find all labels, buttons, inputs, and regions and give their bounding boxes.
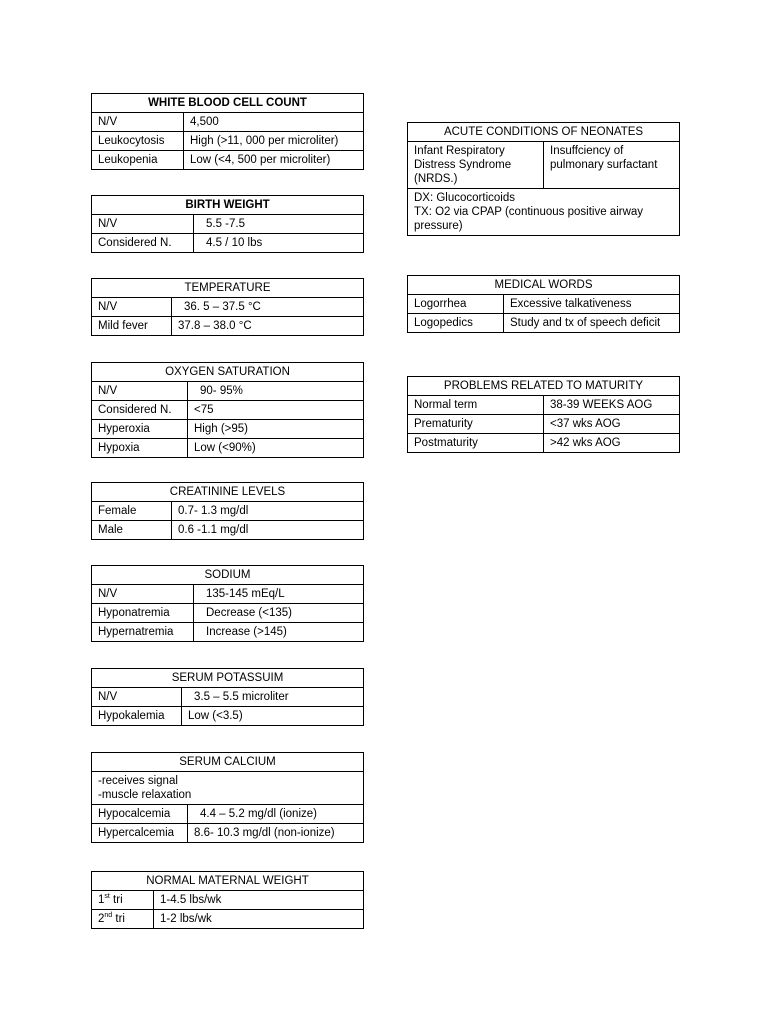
condition-cause: Insuffciency of pulmonary surfactant (544, 142, 680, 189)
treatment-cell (408, 189, 680, 236)
table-row (408, 415, 680, 434)
table-row (408, 434, 680, 453)
row-value: Study and tx of speech deficit (504, 314, 680, 333)
potassium-title: SERUM POTASSUIM (92, 669, 364, 688)
row-label: Considered N. (92, 234, 194, 253)
table-row (408, 142, 680, 189)
sodium-title: SODIUM (92, 566, 364, 585)
medical-words-title: MEDICAL WORDS (408, 276, 680, 295)
row-label: N/V (92, 585, 194, 604)
table-row (408, 189, 680, 236)
table-row (92, 585, 364, 604)
table-row (408, 295, 680, 314)
medical-words-table (407, 275, 680, 333)
row-value: High (>11, 000 per microliter) (184, 132, 364, 151)
maturity-table (407, 376, 680, 453)
row-value: 90- 95% (188, 382, 364, 401)
table-row (92, 234, 364, 253)
table-row (92, 420, 364, 439)
row-label: Leukopenia (92, 151, 184, 170)
row-label: N/V (92, 298, 172, 317)
row-value: 5.5 -7.5 (194, 215, 364, 234)
calcium-note: -muscle relaxation (98, 789, 192, 801)
calcium-notes-row (92, 772, 364, 805)
row-value: Increase (>145) (194, 623, 364, 642)
diagnosis-text: DX: Glucocorticoids (414, 192, 515, 204)
table-row (92, 401, 364, 420)
wbc-table (91, 93, 364, 170)
table-row (92, 707, 364, 726)
row-value: 1-4.5 lbs/wk (154, 891, 364, 910)
table-row (408, 396, 680, 415)
table-row (92, 891, 364, 910)
calcium-note: -receives signal (98, 775, 178, 787)
table-row (92, 688, 364, 707)
row-label: Hyponatremia (92, 604, 194, 623)
row-value: Excessive talkativeness (504, 295, 680, 314)
row-label: Male (92, 521, 172, 540)
table-row (92, 151, 364, 170)
table-row (92, 824, 364, 843)
row-label: Hypoxia (92, 439, 188, 458)
calcium-title: SERUM CALCIUM (92, 753, 364, 772)
row-label: Considered N. (92, 401, 188, 420)
maturity-title: PROBLEMS RELATED TO MATURITY (408, 377, 680, 396)
row-label: Logopedics (408, 314, 504, 333)
row-label: Hypercalcemia (92, 824, 188, 843)
table-row (408, 314, 680, 333)
table-row (92, 132, 364, 151)
table-row (92, 502, 364, 521)
row-value: Low (<3.5) (182, 707, 364, 726)
row-label (92, 910, 154, 929)
row-label: Mild fever (92, 317, 172, 336)
row-value: Low (<4, 500 per microliter) (184, 151, 364, 170)
row-label: Prematurity (408, 415, 544, 434)
row-value: Decrease (<135) (194, 604, 364, 623)
table-row (92, 623, 364, 642)
table-row (92, 604, 364, 623)
row-label: N/V (92, 113, 184, 132)
row-label: N/V (92, 215, 194, 234)
ordinal-suffix: st (104, 893, 110, 901)
row-label (92, 891, 154, 910)
row-label: Normal term (408, 396, 544, 415)
row-value: >42 wks AOG (544, 434, 680, 453)
row-value: Low (<90%) (188, 439, 364, 458)
birth-weight-title: BIRTH WEIGHT (92, 196, 364, 215)
row-value: 36. 5 – 37.5 °C (172, 298, 364, 317)
row-label: Leukocytosis (92, 132, 184, 151)
trimester-number: 2 (98, 913, 105, 925)
trimester-label: tri (112, 913, 125, 925)
row-value: 1-2 lbs/wk (154, 910, 364, 929)
ordinal-suffix: nd (104, 912, 113, 920)
row-value: 0.7- 1.3 mg/dl (172, 502, 364, 521)
row-value: <75 (188, 401, 364, 420)
row-label: Hypokalemia (92, 707, 182, 726)
table-row (92, 298, 364, 317)
temperature-table (91, 278, 364, 336)
row-label: Female (92, 502, 172, 521)
table-row (92, 439, 364, 458)
row-value: 135-145 mEq/L (194, 585, 364, 604)
trimester-number: 1 (98, 894, 105, 906)
row-value: 0.6 -1.1 mg/dl (172, 521, 364, 540)
row-value: 4.5 / 10 lbs (194, 234, 364, 253)
row-label: N/V (92, 688, 182, 707)
row-value: 4.4 – 5.2 mg/dl (ionize) (188, 805, 364, 824)
birth-weight-table (91, 195, 364, 253)
row-label: Logorrhea (408, 295, 504, 314)
neonates-title: ACUTE CONDITIONS OF NEONATES (408, 123, 680, 142)
row-value: 37.8 – 38.0 °C (172, 317, 364, 336)
wbc-title: WHITE BLOOD CELL COUNT (92, 94, 364, 113)
table-row (92, 521, 364, 540)
row-label: Hypocalcemia (92, 805, 188, 824)
table-row (92, 215, 364, 234)
row-label: Hypernatremia (92, 623, 194, 642)
table-row (92, 382, 364, 401)
trimester-label: tri (109, 894, 123, 906)
table-row (92, 910, 364, 929)
maternal-weight-table (91, 871, 364, 929)
treatment-text: TX: O2 via CPAP (continuous positive airway pressure) (414, 206, 644, 232)
potassium-table (91, 668, 364, 726)
row-value: <37 wks AOG (544, 415, 680, 434)
calcium-table (91, 752, 364, 843)
row-value: High (>95) (188, 420, 364, 439)
oxygen-title: OXYGEN SATURATION (92, 363, 364, 382)
maternal-weight-title: NORMAL MATERNAL WEIGHT (92, 872, 364, 891)
table-row (92, 317, 364, 336)
row-label: Postmaturity (408, 434, 544, 453)
row-label: N/V (92, 382, 188, 401)
calcium-notes (92, 772, 364, 805)
row-value: 38-39 WEEKS AOG (544, 396, 680, 415)
oxygen-table (91, 362, 364, 458)
creatinine-table (91, 482, 364, 540)
creatinine-title: CREATININE LEVELS (92, 483, 364, 502)
row-value: 4,500 (184, 113, 364, 132)
neonates-table (407, 122, 680, 236)
sodium-table (91, 565, 364, 642)
table-row (92, 805, 364, 824)
row-value: 8.6- 10.3 mg/dl (non-ionize) (188, 824, 364, 843)
condition-name: Infant Respiratory Distress Syndrome (NRDS.) (408, 142, 544, 189)
row-label: Hyperoxia (92, 420, 188, 439)
table-row (92, 113, 364, 132)
temperature-title: TEMPERATURE (92, 279, 364, 298)
row-value: 3.5 – 5.5 microliter (182, 688, 364, 707)
